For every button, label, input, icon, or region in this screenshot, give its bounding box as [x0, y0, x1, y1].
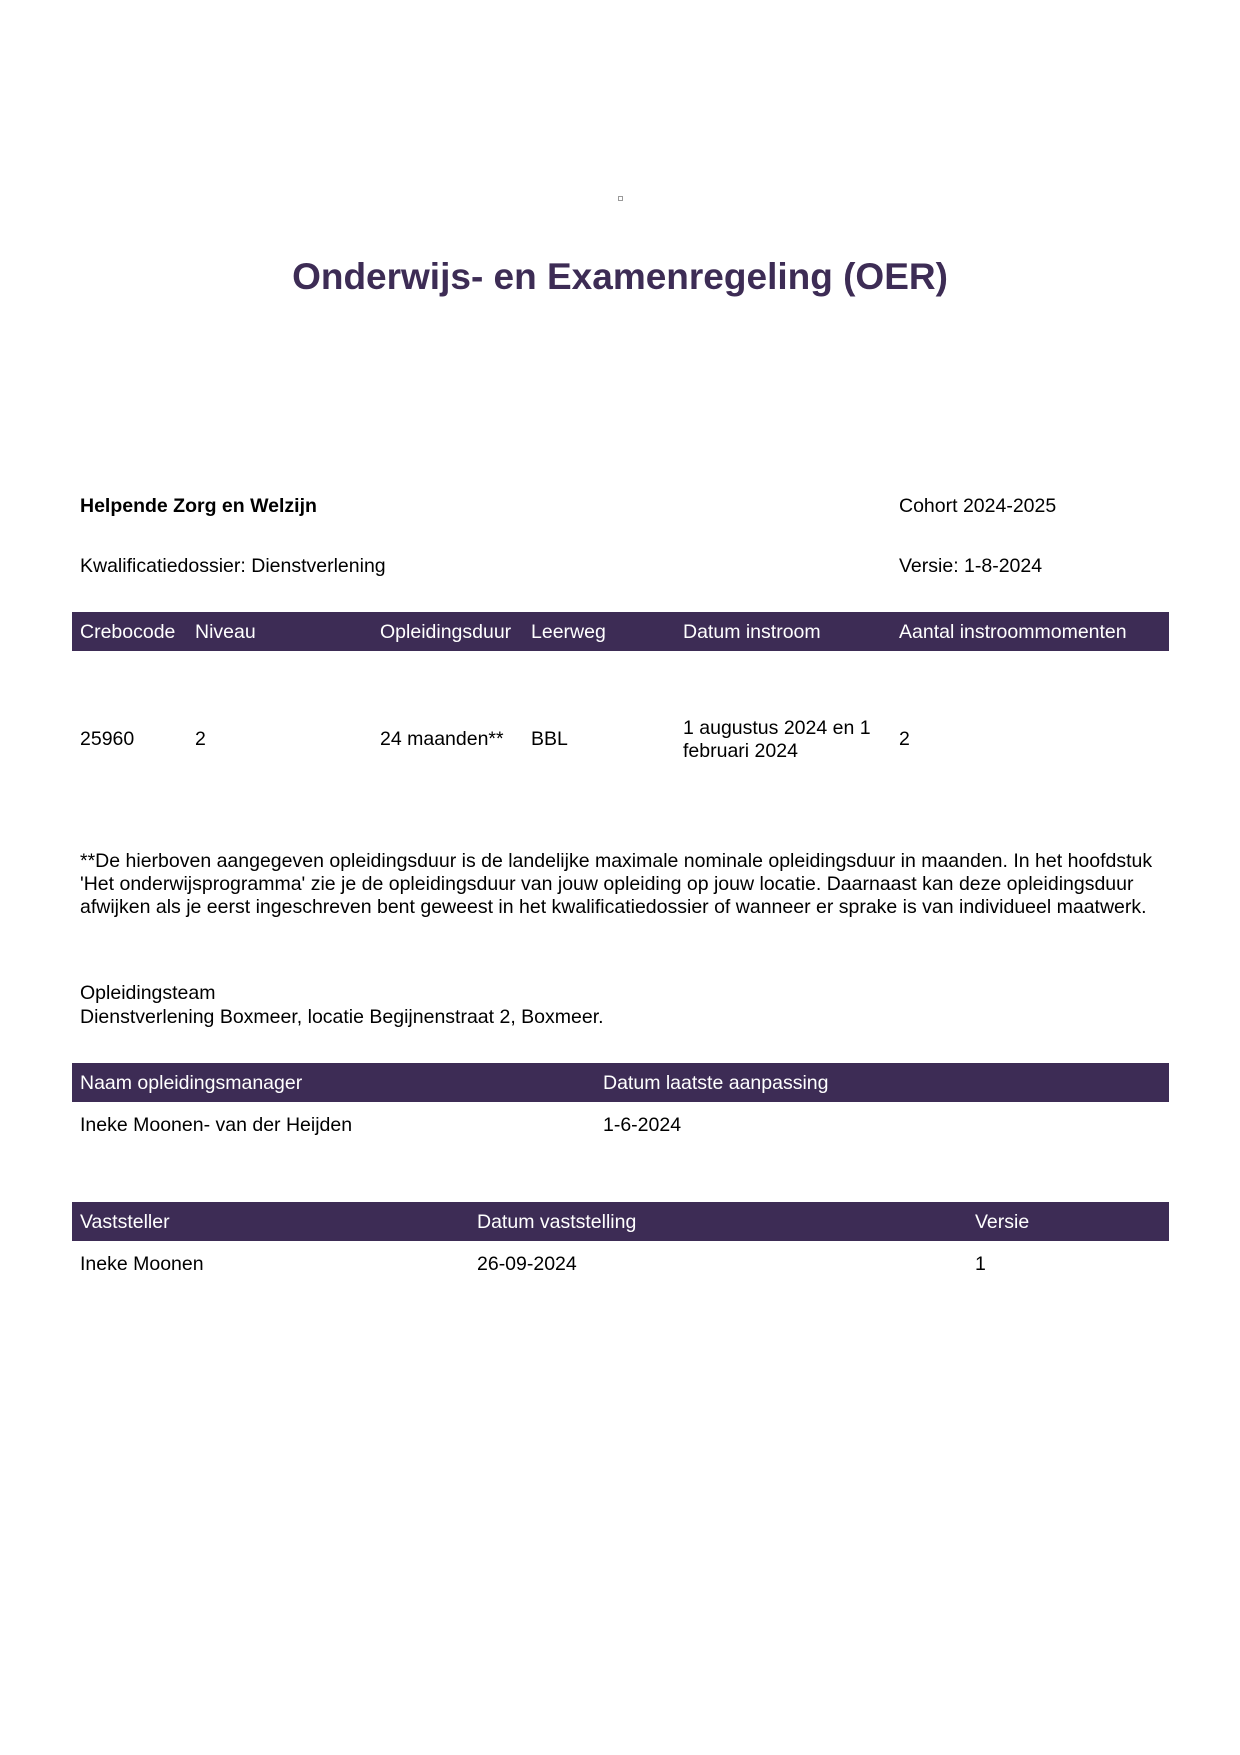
cell-datum-instroom: 1 augustus 2024 en 1 februari 2024	[683, 717, 871, 762]
footnote: **De hierboven aangegeven opleidingsduur is de landelijke maximale nominale opleidingsduur in maanden. In het hoofdstuk 'Het onderwijsprogramma' zie je de opleidingsduur van jouw opleiding op jouw locatie. Daarnaast kan deze opleidingsduur afwijken als je eerst ingeschreven bent geweest in het kwalificatiedossier of wanneer er sprake is van individueel maatwerk.	[80, 850, 1153, 918]
cell-vaststeller: Ineke Moonen	[80, 1253, 204, 1275]
cell-niveau: 2	[195, 728, 206, 750]
document-title: Onderwijs- en Examenregeling (OER)	[292, 256, 948, 297]
version: Versie: 1-8-2024	[899, 555, 1043, 577]
program-table-header	[72, 612, 1169, 651]
logo-placeholder-icon	[618, 196, 623, 201]
header-vaststeller: Vaststeller	[80, 1211, 170, 1233]
qualification-dossier: Kwalificatiedossier: Dienstverlening	[80, 555, 386, 577]
header-leerweg: Leerweg	[531, 621, 606, 643]
header-datum-vaststelling: Datum vaststelling	[477, 1211, 637, 1233]
cell-manager-name: Ineke Moonen- van der Heijden	[80, 1114, 353, 1136]
header-datum-instroom: Datum instroom	[683, 621, 821, 643]
header-crebocode: Crebocode	[80, 621, 176, 643]
team-location: Dienstverlening Boxmeer, locatie Begijnenstraat 2, Boxmeer.	[80, 1006, 604, 1028]
cell-aantal-instroommomenten: 2	[899, 728, 910, 750]
header-datum-laatste-aanpassing: Datum laatste aanpassing	[603, 1072, 829, 1094]
cohort: Cohort 2024-2025	[899, 495, 1057, 517]
approval-table-header	[72, 1202, 1169, 1241]
program-name: Helpende Zorg en Welzijn	[80, 495, 317, 517]
cell-opleidingsduur: 24 maanden**	[380, 728, 504, 750]
cell-manager-date: 1-6-2024	[603, 1114, 682, 1136]
cell-versie: 1	[975, 1253, 986, 1275]
header-versie: Versie	[975, 1211, 1030, 1233]
cell-crebocode: 25960	[80, 728, 135, 750]
header-niveau: Niveau	[195, 621, 256, 643]
header-aantal-instroommomenten: Aantal instroommomenten	[899, 621, 1127, 643]
cell-leerweg: BBL	[531, 728, 568, 750]
manager-table-header	[72, 1063, 1169, 1102]
header-naam-opleidingsmanager: Naam opleidingsmanager	[80, 1072, 303, 1094]
header-opleidingsduur: Opleidingsduur	[380, 621, 512, 643]
cell-datum-vaststelling: 26-09-2024	[477, 1253, 577, 1275]
team-label: Opleidingsteam	[80, 982, 216, 1004]
